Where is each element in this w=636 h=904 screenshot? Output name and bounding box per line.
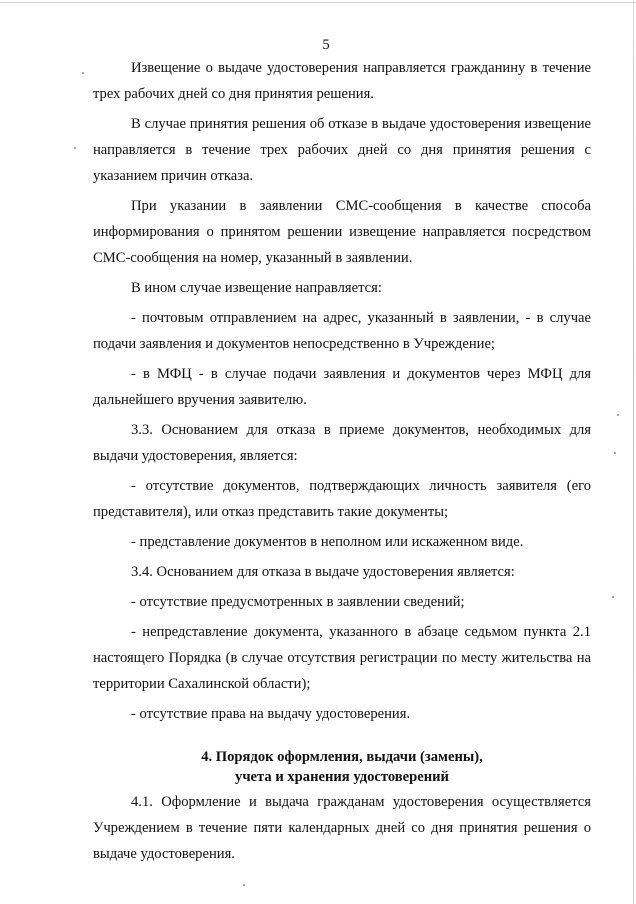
paragraph: При указании в заявлении СМС-сообщения в качестве способа информирования о принятом решении извещение направляется посредством СМС-сообщения на номер, указанный в заявлении. (93, 198, 591, 266)
paragraph: - отсутствие предусмотренных в заявлении сведений; (131, 594, 465, 610)
scan-right-edge (633, 0, 634, 904)
paragraph: 4.1. Оформление и выдача гражданам удостоверения осуществляется Учреждением в течение пяти календарных дней со дня принятия решения о выдаче удостоверения. (93, 794, 591, 862)
paragraph: - представление документов в неполном или искаженном виде. (131, 534, 524, 550)
scan-speck (243, 884, 245, 886)
paragraph: - отсутствие права на выдачу удостоверения. (131, 706, 411, 722)
scan-speck (617, 414, 619, 416)
section-heading-line: учета и хранения удостоверений (235, 769, 449, 785)
paragraph: В случае принятия решения об отказе в выдаче удостоверения извещение направляется в течение трех рабочих дней со дня принятия решения с указанием причин отказа. (93, 116, 591, 184)
paragraph: 3.4. Основанием для отказа в выдаче удостоверения является: (131, 564, 515, 580)
paragraph: - непредставление документа, указанного в абзаце седьмом пункта 2.1 настоящего Порядка (в случае отсутствия регистрации по месту жительства на территории Сахалинской области); (93, 624, 591, 692)
scan-speck (612, 596, 614, 598)
scan-top-edge (0, 2, 636, 3)
paragraph: - в МФЦ - в случае подачи заявления и документов через МФЦ для дальнейшего вручения заявителю. (93, 366, 591, 408)
scan-speck (614, 452, 616, 454)
section-heading-line: 4. Порядок оформления, выдачи (замены), (201, 749, 483, 765)
scan-speck (82, 72, 84, 74)
paragraph: 3.3. Основанием для отказа в приеме документов, необходимых для выдачи удостоверения, является: (93, 422, 591, 464)
document-body (93, 55, 591, 871)
section-heading (93, 747, 591, 787)
paragraph: Извещение о выдаче удостоверения направляется гражданину в течение трех рабочих дней со дня принятия решения. (93, 60, 591, 102)
paragraph: - отсутствие документов, подтверждающих личность заявителя (его представителя), или отказ представить такие документы; (93, 478, 591, 520)
paragraph: В ином случае извещение направляется: (131, 280, 382, 296)
scan-speck (74, 147, 76, 149)
page-number: 5 (322, 37, 330, 53)
paragraph: - почтовым отправлением на адрес, указанный в заявлении, - в случае подачи заявления и документов непосредственно в Учреждение; (93, 310, 591, 352)
